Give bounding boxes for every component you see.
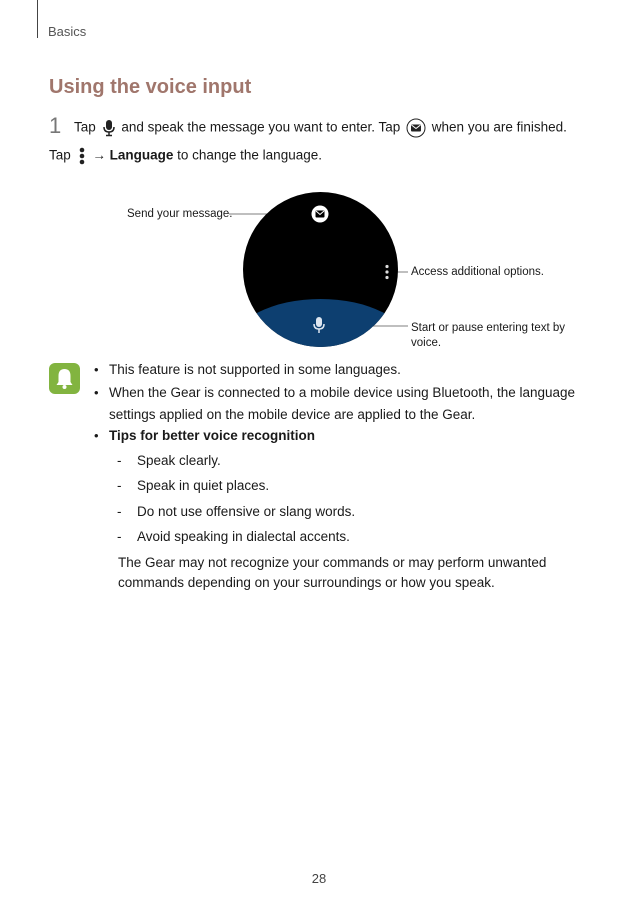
step-number: 1 [49,113,62,138]
note-bullet [94,382,579,426]
tip-dash: - [117,453,122,468]
tip-dash: - [117,478,122,493]
page-number: 28 [311,871,327,886]
tip-text: Avoid speaking in dialectal accents. [137,529,350,544]
note-bullet [94,359,401,381]
page-title: Using the voice input [49,76,252,98]
language-keyword: Language [109,147,174,163]
note-icon-box [49,363,80,394]
step-text-3: when you are finished. [431,119,567,135]
callout-mic: Start or pause entering text by voice. [411,322,566,349]
callout-more-options: Access additional options. [411,266,544,278]
callout-send: Send your message. [127,208,233,220]
tips-heading: Tips for better voice recognition [109,428,316,443]
tip-item [117,453,221,468]
lang-text-1: Tap [49,147,71,163]
bullet-dot: • [94,428,99,443]
bell-icon [49,363,80,394]
note-bullet-heading [94,425,316,447]
tip-dash: - [117,529,122,544]
more-options-icon[interactable] [384,264,390,280]
bullet-text: When the Gear is connected to a mobile device using Bluetooth, the language settings applied on the mobile device are applied to the Gear. [109,385,576,422]
arrow-glyph: → [92,147,106,163]
tip-item [117,504,356,519]
bullet-dot: • [94,362,99,377]
tip-dash: - [117,504,122,519]
send-icon[interactable] [311,205,329,223]
section-label: Basics [48,24,87,39]
watch-screen [243,192,398,347]
tip-text: Do not use offensive or slang words. [137,504,356,519]
bullet-text: This feature is not supported in some languages. [109,362,401,377]
step-text-2: and speak the message you want to enter. Tap [121,119,401,135]
tip-text: Speak in quiet places. [137,478,270,493]
tip-item [117,529,350,544]
lang-text-2: to change the language. [177,147,322,163]
recognition-warning: The Gear may not recognize your commands or may perform unwanted commands depending on your surroundings or how you speak. [118,555,547,590]
tip-item [117,478,270,493]
tip-text: Speak clearly. [137,453,221,468]
mic-icon[interactable] [312,316,326,336]
step-text-1: Tap [74,119,96,135]
bullet-dot: • [94,385,99,400]
